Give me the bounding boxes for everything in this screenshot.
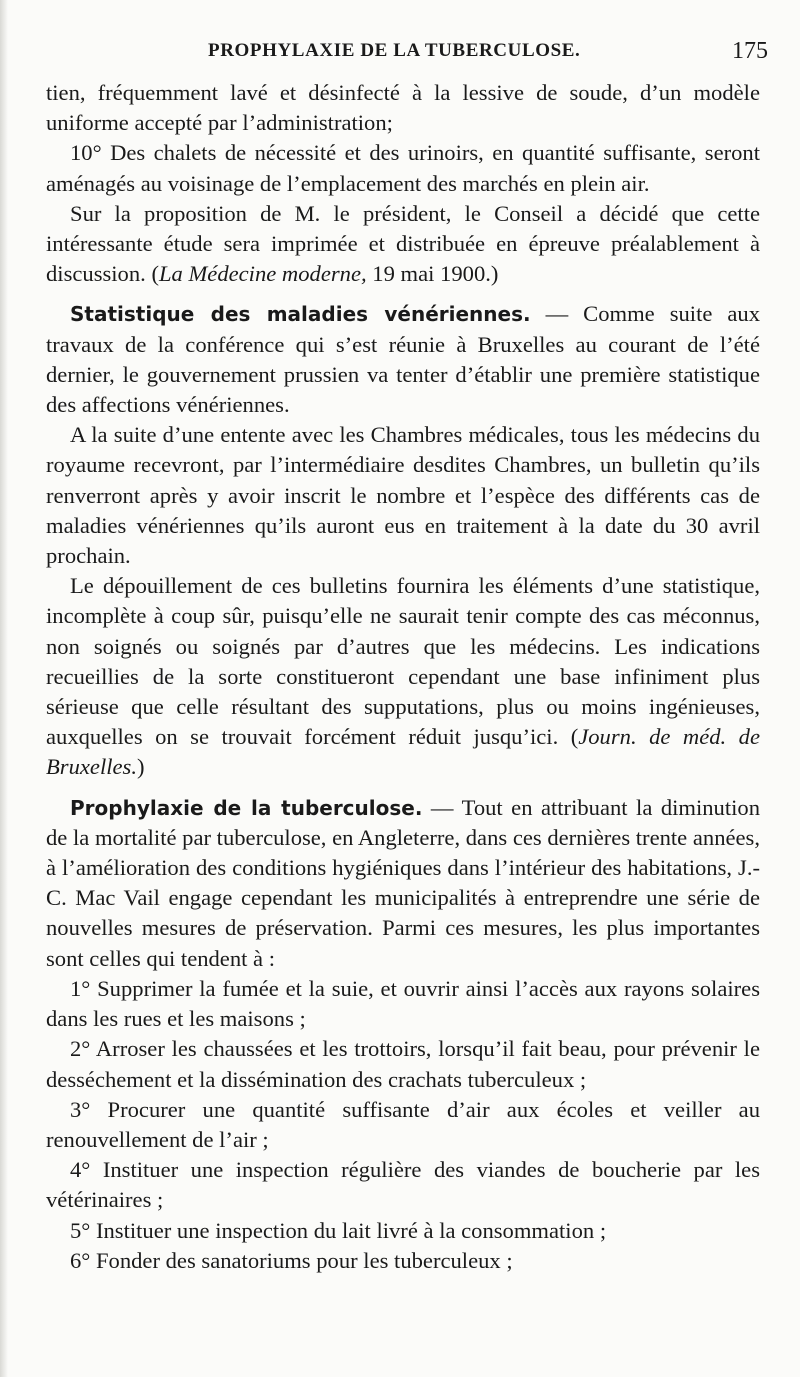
- paragraph-continuation: tien, fréquemment lavé et désinfecté à la lessive de soude, d’un modèle uniforme accepté par l’administration;: [46, 80, 760, 136]
- section-heading: Statistique des maladies vénériennes.: [70, 302, 531, 327]
- source-citation: Journ. de méd. de Bruxelles.: [46, 724, 760, 780]
- paragraph-text: Sur la proposition de M. le président, le Conseil a décidé que cette intéressante étude sera imprimée et distribuée en épreuve préalablement à discussion. (: [46, 200, 760, 287]
- list-item: 4° Instituer une inspection régulière des viandes de boucherie par les vétérinaires ;: [46, 1157, 760, 1213]
- page-edge-shadow: [0, 0, 8, 1377]
- source-citation: La Médecine moderne,: [158, 261, 367, 287]
- running-head: [48, 40, 768, 68]
- list-item: 2° Arroser les chaussées et les trottoirs, lorsqu’il fait beau, pour prévenir le desséchement et la dissémination des crachats tuberculeux ;: [46, 1036, 760, 1092]
- page-number: 175: [732, 38, 768, 64]
- paragraph-text: Le dépouillement de ces bulletins fournira les éléments d’une statistique, incomplète à coup sûr, puisqu’elle ne saurait tenir compte des cas méconnus, non soignés ou soignés par d’autres que les médecins. Les indications recueillies de la sorte constitueront cependant une base infiniment plus sérieuse que celle résultant des supputations, plus ou moins ingénieuses, auxquelles on se trouvait forcément réduit jusqu’ici. (: [46, 573, 760, 750]
- list-item: 1° Supprimer la fumée et la suie, et ouvrir ainsi l’accès aux rayons solaires dans les rues et les maisons ;: [46, 975, 760, 1032]
- list-item: 6° Fonder des sanatoriums pour les tuberculeux ;: [70, 1247, 513, 1273]
- paragraph-bulletin: A la suite d’une entente avec les Chambres médicales, tous les médecins du royaume recevront, par l’intermédiaire desdites Chambres, un bulletin qu’ils renverront après y avoir inscrit le nombre et l’espèce des différents cas de maladies vénériennes qu’ils auront eus en traitement à la date du 30 avril prochain.: [46, 422, 760, 569]
- section-heading: Prophylaxie de la tuberculose.: [70, 795, 423, 820]
- citation-close: ): [136, 754, 145, 780]
- running-title: PROPHYLAXIE DE LA TUBERCULOSE.: [208, 40, 581, 61]
- list-item: 5° Instituer une inspection du lait livré à la consommation ;: [70, 1217, 607, 1243]
- section-tuberculosis-prophylaxis: [46, 793, 760, 974]
- section-lead-text: — Tout en attribuant la diminution de la mortalité par tuberculose, en Angleterre, dans ces dernières trente années, à l’amélioration des conditions hygiéniques dans l’intérieur des habitations, J.-C. Mac Vail engage cependant les municipalités à entreprendre une série de nouvelles mesures de préservation. Parmi ces mesures, les plus importantes sont celles qui tendent à :: [46, 794, 760, 971]
- section-venereal-statistics: [46, 299, 760, 420]
- paragraph-council-decision: [46, 199, 760, 290]
- citation-date: 19 mai 1900.): [366, 261, 499, 287]
- section-lead-text: — Comme suite aux travaux de la conférence qui s’est réunie à Bruxelles au courant de l’été dernier, le gouvernement prussien va tenter d’établir une première statistique des affections vénériennes.: [46, 301, 760, 418]
- paragraph-statistics: [46, 571, 760, 782]
- list-item: 3° Procurer une quantité suffisante d’air aux écoles et veiller au renouvellement de l’air ;: [46, 1096, 760, 1152]
- body-text: [46, 78, 760, 1276]
- paragraph-item-10: 10° Des chalets de nécessité et des urinoirs, en quantité suffisante, seront aménagés au voisinage de l’emplacement des marchés en plein air.: [46, 140, 760, 196]
